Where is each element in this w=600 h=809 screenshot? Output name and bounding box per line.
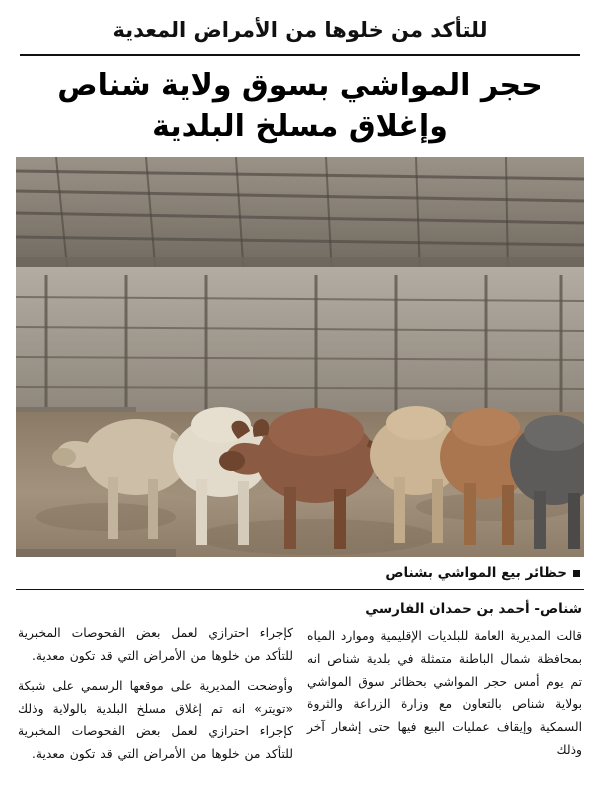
kicker-container [16,10,584,46]
paragraph: وأوضحت المديرية على موقعها الرسمي على شبكة «تويتر» انه تم إغلاق مسلخ البلدية بالولاية وذلك كإجراء احترازي لعمل بعض الفحوصات المخبرية للتأكد من خلوها من الأمراض التي قد تكون معدية. [18,678,293,762]
header-divider-top [20,54,580,56]
article-column-2 [18,600,293,772]
photo-illustration [16,157,584,557]
article-column-1 [307,600,582,772]
photo-caption-row [16,557,584,587]
caption-divider [16,589,584,590]
paragraph: كإجراء احترازي لعمل بعض الفحوصات المخبرية للتأكد من خلوها من الأمراض التي قد تكون معدية. [18,626,293,664]
headline-container [16,62,584,157]
article-photo [16,157,584,557]
article-body [16,600,584,772]
bullet-icon [573,570,580,577]
article-kicker: للتأكد من خلوها من الأمراض المعدية [112,18,488,42]
article-byline: شناص- أحمد بن حمدان الفارسي [365,601,582,618]
paragraph: قالت المديرية العامة للبلديات الإقليمية وموارد المياه بمحافظة شمال الباطنة متمثلة في بلدية شناص انه تم يوم أمس حجر المواشي بحظائر سوق المواشي بولاية شناص بالتعاون مع وزارة الزراعة والثروة السمكية وإيقاف عمليات البيع فيها حتى إشعار آخر وذلك [307,629,582,757]
column-spacer [18,600,293,622]
article-headline: حجر المواشي بسوق ولاية شناص وإغلاق مسلخ البلدية [57,68,543,144]
photo-caption: حظائر بيع المواشي بشناص [385,565,567,582]
